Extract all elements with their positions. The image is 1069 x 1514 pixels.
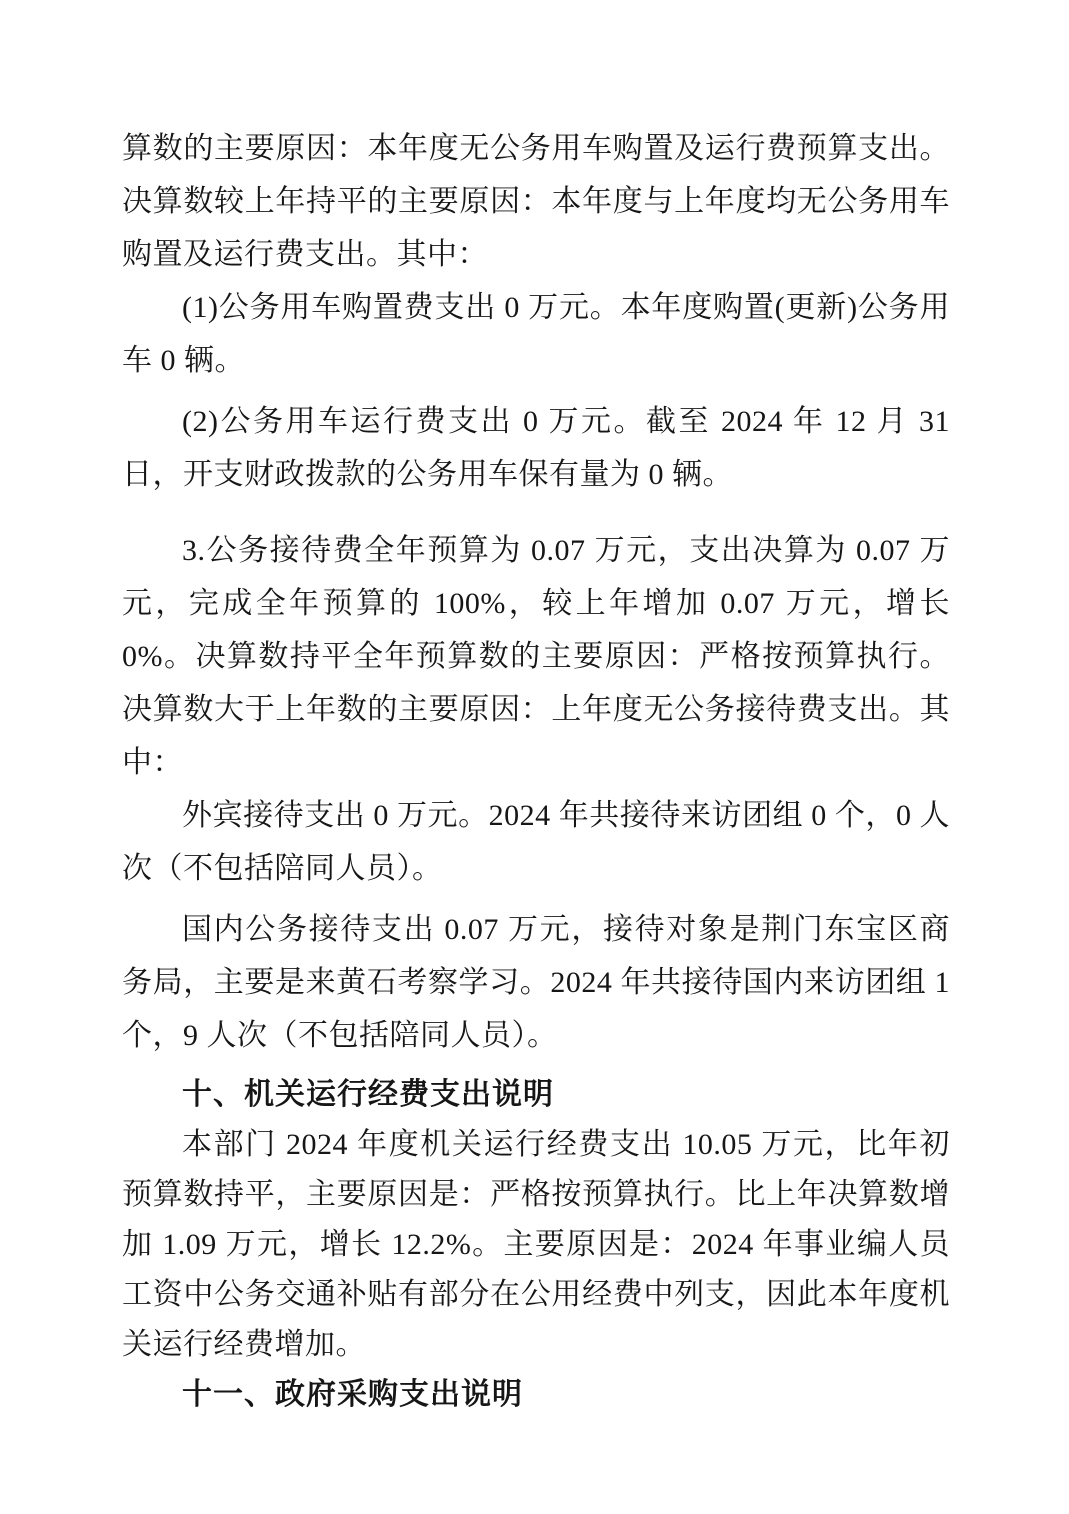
- paragraph-agency-operating-cost: 本部门 2024 年度机关运行经费支出 10.05 万元，比年初预算数持平，主要原因是：严格按预算执行。比上年决算数增加 1.09 万元，增长 12.2%。主要原因是：2024 年事业编人员工资中公务交通补贴有部分在公用经费中列支，因此本年度机关运行经费增加。: [122, 1128, 950, 1361]
- paragraph-foreign-guest-reception: 外宾接待支出 0 万元。2024 年共接待来访团组 0 个，0 人次（不包括陪同人员）。: [122, 799, 950, 885]
- paragraph-domestic-reception: 国内公务接待支出 0.07 万元，接待对象是荆门东宝区商务局，主要是来黄石考察学习。2024 年共接待国内来访团组 1 个，9 人次（不包括陪同人员）。: [122, 913, 950, 1052]
- paragraph-vehicle-operation: (2)公务用车运行费支出 0 万元。截至 2024 年 12 月 31 日，开支财政拨款的公务用车保有量为 0 辆。: [122, 405, 950, 491]
- paragraph-vehicle-purchase: (1)公务用车购置费支出 0 万元。本年度购置(更新)公务用车 0 辆。: [122, 291, 950, 377]
- section-heading-agency-operating-cost: 十、机关运行经费支出说明: [182, 1078, 554, 1111]
- paragraph-vehicle-budget-continuation: 算数的主要原因：本年度无公务用车购置及运行费预算支出。决算数较上年持平的主要原因：本年度与上年度均无公务用车购置及运行费支出。其中：: [122, 132, 950, 271]
- paragraph-official-reception-summary: 3.公务接待费全年预算为 0.07 万元，支出决算为 0.07 万元，完成全年预算的 100%，较上年增加 0.07 万元，增长 0%。决算数持平全年预算数的主要原因：严格按预算执行。决算数大于上年数的主要原因：上年度无公务接待费支出。其中：: [122, 534, 950, 779]
- section-heading-government-procurement: 十一、政府采购支出说明: [182, 1378, 523, 1411]
